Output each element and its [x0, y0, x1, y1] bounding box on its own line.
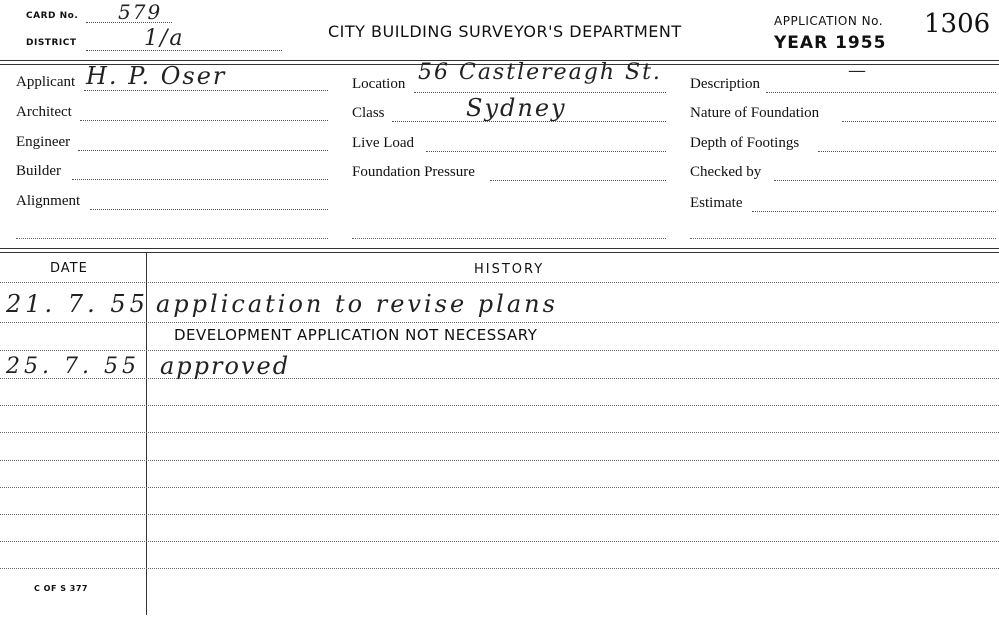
- foundation-pressure-label: Foundation Pressure: [352, 164, 475, 180]
- live-load-line: [426, 151, 666, 152]
- row-line: [0, 541, 999, 542]
- class-value: Sydney: [466, 94, 567, 122]
- application-label: APPLICATION No.: [774, 14, 884, 28]
- table-rule-top: [0, 248, 999, 249]
- history-entry-3: approved: [160, 352, 291, 380]
- builder-label: Builder: [16, 163, 61, 179]
- description-value: —: [848, 60, 868, 81]
- live-load-label: Live Load: [352, 135, 415, 151]
- nature-of-foundation-line: [842, 121, 996, 122]
- engineer-label: Engineer: [16, 134, 71, 150]
- engineer-line: [78, 150, 328, 151]
- description-label: Description: [690, 76, 760, 92]
- row-line: [0, 350, 999, 351]
- applicant-value: H. P. Oser: [86, 62, 227, 90]
- checked-by-label: Checked by: [690, 164, 762, 180]
- location-value: 56 Castlereagh St.: [418, 60, 662, 85]
- year-label: YEAR 1955: [774, 33, 887, 53]
- department-title: CITY BUILDING SURVEYOR'S DEPARTMENT: [328, 22, 682, 41]
- form-code: C OF S 377: [34, 584, 88, 593]
- history-entry-1: application to revise plans: [156, 290, 558, 318]
- row-line: [0, 378, 999, 379]
- location-label: Location: [352, 76, 406, 92]
- foundation-pressure-line: [490, 180, 666, 181]
- architect-line: [80, 120, 328, 121]
- history-column-header: HISTORY: [474, 262, 545, 277]
- estimate-label: Estimate: [690, 195, 743, 211]
- checked-by-line: [774, 180, 996, 181]
- row-line: [0, 460, 999, 461]
- depth-of-footings-line: [818, 151, 996, 152]
- row-line: [0, 568, 999, 569]
- alignment-line: [90, 209, 328, 210]
- history-entry-2: DEVELOPMENT APPLICATION NOT NECESSARY: [174, 326, 538, 344]
- date-column-header: DATE: [50, 261, 88, 276]
- blank-line-left: [16, 238, 328, 239]
- blank-line-middle: [352, 238, 666, 239]
- row-line: [0, 432, 999, 433]
- estimate-line: [752, 211, 996, 212]
- row-line: [0, 487, 999, 488]
- location-line: [414, 92, 666, 93]
- district-label: DISTRICT: [26, 38, 77, 48]
- table-rule-bottom: [0, 252, 999, 253]
- class-label: Class: [352, 105, 385, 121]
- card-no-label: CARD No.: [26, 11, 79, 21]
- architect-label: Architect: [16, 104, 72, 120]
- alignment-label: Alignment: [16, 193, 81, 209]
- blank-line-right: [690, 238, 996, 239]
- applicant-line: [84, 90, 328, 91]
- district-value: 1/a: [144, 26, 185, 51]
- depth-of-footings-label: Depth of Footings: [690, 135, 800, 151]
- nature-of-foundation-label: Nature of Foundation: [690, 105, 820, 121]
- row-line: [0, 514, 999, 515]
- builder-line: [72, 179, 328, 180]
- history-date-1: 21. 7. 55: [6, 290, 149, 318]
- row-line: [0, 405, 999, 406]
- row-line: [0, 322, 999, 323]
- applicant-label: Applicant: [16, 74, 76, 90]
- description-line: [766, 92, 996, 93]
- history-date-3: 25. 7. 55: [6, 354, 140, 379]
- card-no-value: 579: [118, 0, 163, 24]
- header-underline: [0, 282, 999, 283]
- application-number: 1306: [924, 9, 991, 39]
